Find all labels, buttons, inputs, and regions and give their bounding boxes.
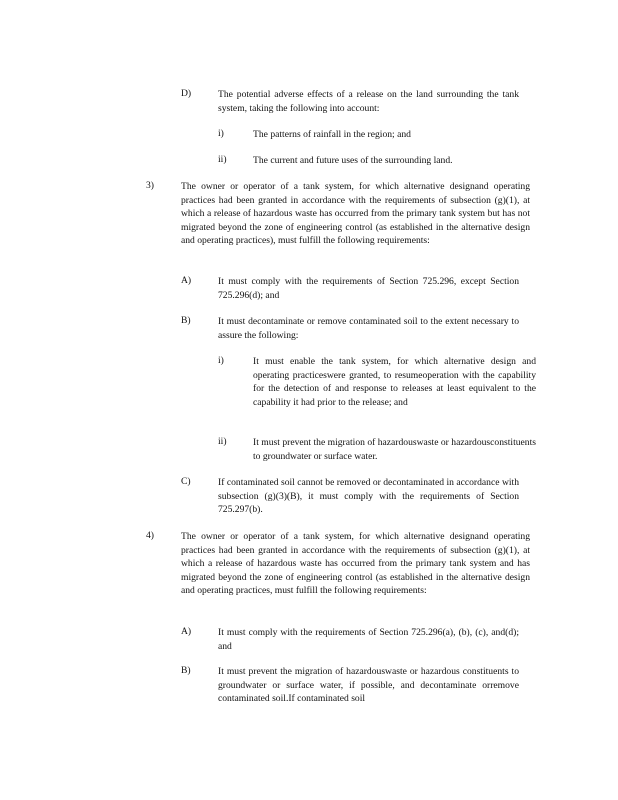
paragraph-text: It must decontaminate or remove contaminated soil to the extent necessary to assure the following: <box>218 316 519 341</box>
paragraph-text: It must comply with the requirements of Section 725.296, except Section 725.296(d); and <box>218 276 519 301</box>
paragraph-label: ii) <box>218 436 227 447</box>
paragraph-label: i) <box>218 128 224 139</box>
paragraph-text: The patterns of rainfall in the region; and <box>253 129 411 140</box>
paragraph-text: It must prevent the migration of hazardouswaste or hazardous constituents to groundwater or surface water, if possible, and decontaminate orremove contaminated soil.If contaminated soil <box>218 666 519 705</box>
paragraph-text: If contaminated soil cannot be removed or decontaminated in accordance with subsection (g)(3)(B), it must comply with the requirements of Section 725.297(b). <box>218 477 519 516</box>
paragraph-label: B) <box>181 315 191 326</box>
paragraph-text: It must enable the tank system, for which alternative design and operating practiceswere granted, to resumeoperation with the capability for the detection of and response to releases at least equivalent to the capability it had prior to the release; and <box>253 356 536 408</box>
paragraph-text: The current and future uses of the surrounding land. <box>253 155 453 166</box>
paragraph-text: The potential adverse effects of a release on the land surrounding the tank system, taking the following into account: <box>218 89 519 114</box>
paragraph-label: 3) <box>146 180 154 191</box>
paragraph-label: A) <box>181 275 192 286</box>
paragraph-label: ii) <box>218 154 227 165</box>
paragraph-text: It must comply with the requirements of Section 725.296(a), (b), (c), and(d); and <box>218 627 519 652</box>
paragraph-label: B) <box>181 665 191 676</box>
paragraph-label: C) <box>181 476 191 487</box>
paragraph-label: A) <box>181 626 192 637</box>
paragraph-text: The owner or operator of a tank system, for which alternative designand operating practices had been granted in accordance with the requirements of subsection (g)(1), at which a release of hazardous waste has occurred from the primary tank system and has migrated beyond the zone of engineering control (as established in the alternative design and operating practices, must fulfill the following requirements: <box>181 531 530 597</box>
paragraph-text: The owner or operator of a tank system, for which alternative designand operating practices had been granted in accordance with the requirements of subsection (g)(1), at which a release of hazardous waste has occurred from the primary tank system but has not migrated beyond the zone of engineering control (as established in the alternative design and operating practices), must fulfill the following requirements: <box>181 181 530 247</box>
paragraph-label: i) <box>218 355 224 366</box>
paragraph-label: 4) <box>146 530 154 541</box>
paragraph-label: D) <box>181 88 192 99</box>
paragraph-text: It must prevent the migration of hazardouswaste or hazardousconstituents to groundwater or surface water. <box>253 437 536 462</box>
